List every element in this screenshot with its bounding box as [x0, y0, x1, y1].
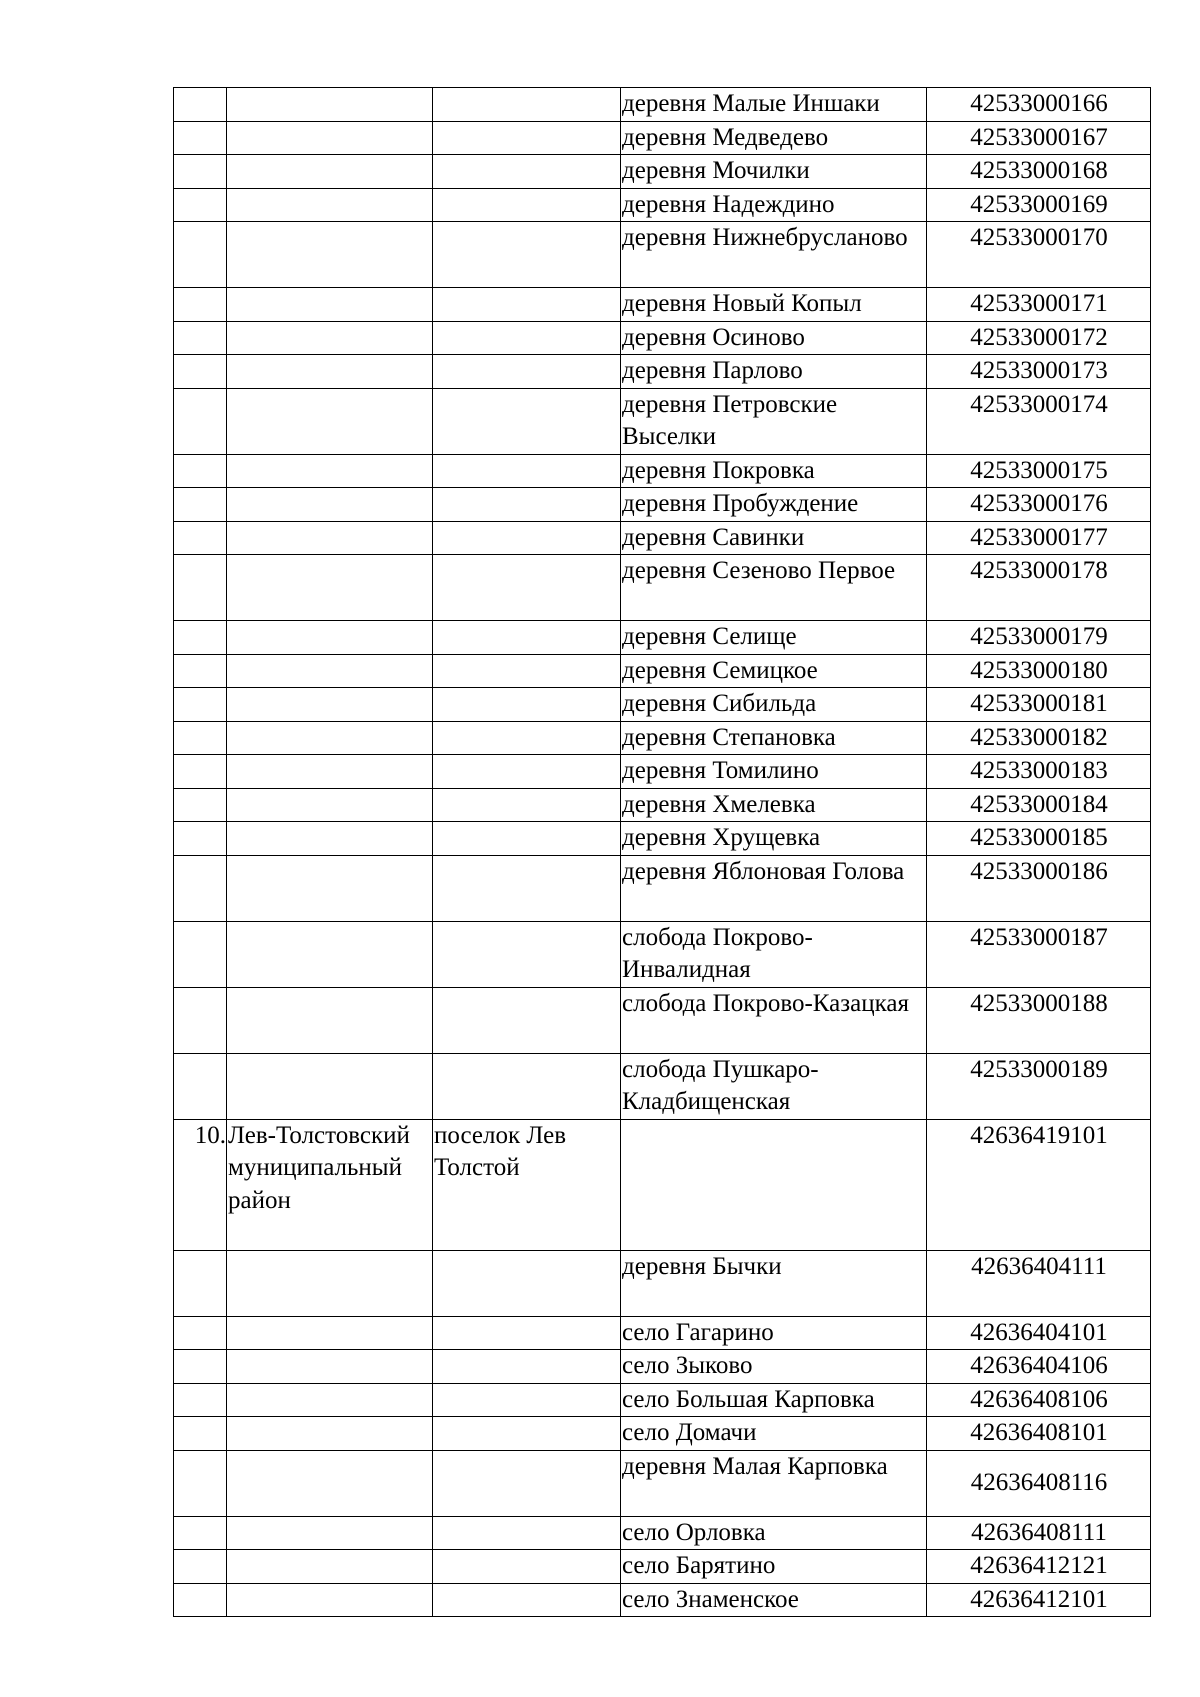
code-cell: 42533000188 — [927, 987, 1151, 1053]
district-cell — [227, 1383, 433, 1417]
row-number-cell — [174, 321, 227, 355]
district-cell — [227, 1550, 433, 1584]
table-row — [174, 1119, 1151, 1250]
settlement-cell: деревня Покровка — [621, 454, 927, 488]
table-row — [174, 721, 1151, 755]
admin-center-cell — [433, 688, 621, 722]
district-cell — [227, 388, 433, 454]
district-cell — [227, 1450, 433, 1516]
district-cell — [227, 521, 433, 555]
admin-center-cell — [433, 121, 621, 155]
row-number-cell — [174, 1417, 227, 1451]
settlement-cell: деревня Петровские Выселки — [621, 388, 927, 454]
row-number-cell — [174, 788, 227, 822]
district-cell — [227, 88, 433, 122]
admin-center-cell — [433, 1516, 621, 1550]
row-number-cell — [174, 1250, 227, 1316]
table-row — [174, 521, 1151, 555]
table-row — [174, 855, 1151, 921]
admin-center-cell — [433, 388, 621, 454]
table-row — [174, 1550, 1151, 1584]
settlement-cell: деревня Осиново — [621, 321, 927, 355]
code-cell: 42636408116 — [927, 1450, 1151, 1516]
row-number-cell — [174, 1316, 227, 1350]
code-cell: 42533000175 — [927, 454, 1151, 488]
code-cell: 42533000180 — [927, 654, 1151, 688]
table-row — [174, 88, 1151, 122]
row-number-cell — [174, 688, 227, 722]
district-cell — [227, 1583, 433, 1617]
admin-center-cell — [433, 721, 621, 755]
admin-center-cell — [433, 321, 621, 355]
settlement-cell: село Барятино — [621, 1550, 927, 1584]
code-cell: 42636404111 — [927, 1250, 1151, 1316]
row-number-cell — [174, 822, 227, 856]
settlement-cell: деревня Мочилки — [621, 155, 927, 189]
code-cell: 42636412101 — [927, 1583, 1151, 1617]
table-row — [174, 222, 1151, 288]
table-row — [174, 355, 1151, 389]
settlement-cell: деревня Степановка — [621, 721, 927, 755]
table-row — [174, 921, 1151, 987]
settlement-cell: село Большая Карповка — [621, 1383, 927, 1417]
row-number-cell — [174, 1053, 227, 1119]
code-cell: 42533000189 — [927, 1053, 1151, 1119]
row-number-cell — [174, 855, 227, 921]
table-row — [174, 755, 1151, 789]
district-cell — [227, 987, 433, 1053]
code-cell: 42533000171 — [927, 288, 1151, 322]
row-number-cell — [174, 621, 227, 655]
district-cell — [227, 1053, 433, 1119]
row-number-cell — [174, 1583, 227, 1617]
settlement-cell: слобода Покрово-Инвалидная — [621, 921, 927, 987]
row-number-cell — [174, 488, 227, 522]
table-row — [174, 1316, 1151, 1350]
table-row — [174, 488, 1151, 522]
district-cell — [227, 121, 433, 155]
district-cell — [227, 822, 433, 856]
row-number-cell — [174, 1550, 227, 1584]
table-row — [174, 1450, 1151, 1516]
code-cell: 42636408111 — [927, 1516, 1151, 1550]
row-number-cell — [174, 88, 227, 122]
district-cell — [227, 1316, 433, 1350]
district-cell — [227, 155, 433, 189]
code-cell: 42533000172 — [927, 321, 1151, 355]
district-cell — [227, 188, 433, 222]
code-cell: 42533000186 — [927, 855, 1151, 921]
table-row — [174, 654, 1151, 688]
table-row — [174, 1053, 1151, 1119]
admin-center-cell — [433, 855, 621, 921]
admin-center-cell — [433, 1450, 621, 1516]
table-row — [174, 1350, 1151, 1384]
row-number-cell — [174, 355, 227, 389]
code-cell: 42533000168 — [927, 155, 1151, 189]
row-number-cell — [174, 155, 227, 189]
table-row — [174, 321, 1151, 355]
table-row — [174, 1383, 1151, 1417]
settlement-cell: деревня Семицкое — [621, 654, 927, 688]
row-number-cell — [174, 654, 227, 688]
district-cell — [227, 1417, 433, 1451]
district-cell — [227, 1350, 433, 1384]
row-number-cell — [174, 188, 227, 222]
settlement-cell: деревня Новый Копыл — [621, 288, 927, 322]
admin-center-cell — [433, 621, 621, 655]
admin-center-cell — [433, 987, 621, 1053]
district-cell — [227, 488, 433, 522]
district-cell — [227, 654, 433, 688]
table-row — [174, 1417, 1151, 1451]
admin-center-cell — [433, 1316, 621, 1350]
table-row — [174, 788, 1151, 822]
row-number-cell — [174, 721, 227, 755]
admin-center-cell — [433, 355, 621, 389]
admin-center-cell — [433, 654, 621, 688]
settlement-cell: деревня Парлово — [621, 355, 927, 389]
row-number-cell — [174, 1350, 227, 1384]
admin-center-cell — [433, 1583, 621, 1617]
settlement-cell: село Знаменское — [621, 1583, 927, 1617]
row-number-cell — [174, 1450, 227, 1516]
code-cell: 42533000178 — [927, 555, 1151, 621]
settlement-cell: деревня Савинки — [621, 521, 927, 555]
admin-center-cell — [433, 1250, 621, 1316]
admin-center-cell — [433, 788, 621, 822]
district-cell — [227, 321, 433, 355]
admin-center-cell — [433, 555, 621, 621]
district-cell — [227, 855, 433, 921]
settlement-cell: деревня Сезеново Первое — [621, 555, 927, 621]
row-number-cell — [174, 388, 227, 454]
district-cell — [227, 288, 433, 322]
code-cell: 42636404101 — [927, 1316, 1151, 1350]
settlement-cell: село Гагарино — [621, 1316, 927, 1350]
settlement-cell: деревня Яблоновая Голова — [621, 855, 927, 921]
row-number-cell — [174, 555, 227, 621]
admin-center-cell — [433, 222, 621, 288]
settlement-cell: деревня Хмелевка — [621, 788, 927, 822]
admin-center-cell — [433, 1550, 621, 1584]
admin-center-cell — [433, 1053, 621, 1119]
code-cell: 42533000170 — [927, 222, 1151, 288]
code-cell: 42533000184 — [927, 788, 1151, 822]
row-number-cell — [174, 1383, 227, 1417]
table-row — [174, 688, 1151, 722]
admin-center-cell — [433, 88, 621, 122]
code-cell: 42533000169 — [927, 188, 1151, 222]
district-cell — [227, 555, 433, 621]
admin-center-cell: поселок Лев Толстой — [433, 1119, 621, 1250]
admin-center-cell — [433, 822, 621, 856]
code-cell: 42533000181 — [927, 688, 1151, 722]
settlement-cell: село Домачи — [621, 1417, 927, 1451]
district-cell — [227, 454, 433, 488]
settlement-cell: деревня Пробуждение — [621, 488, 927, 522]
district-cell — [227, 621, 433, 655]
settlement-cell: деревня Бычки — [621, 1250, 927, 1316]
code-cell: 42636408101 — [927, 1417, 1151, 1451]
table-row — [174, 155, 1151, 189]
code-cell: 42636412121 — [927, 1550, 1151, 1584]
table-row — [174, 1583, 1151, 1617]
admin-center-cell — [433, 454, 621, 488]
district-cell — [227, 1250, 433, 1316]
code-cell: 42533000174 — [927, 388, 1151, 454]
admin-center-cell — [433, 1417, 621, 1451]
row-number-cell: 10. — [174, 1119, 227, 1250]
district-cell — [227, 355, 433, 389]
row-number-cell — [174, 921, 227, 987]
district-cell — [227, 688, 433, 722]
table-row — [174, 388, 1151, 454]
district-cell — [227, 222, 433, 288]
settlement-cell — [621, 1119, 927, 1250]
settlement-cell: деревня Томилино — [621, 755, 927, 789]
code-cell: 42533000183 — [927, 755, 1151, 789]
row-number-cell — [174, 454, 227, 488]
district-cell: Лев-Толстовский муниципальный район — [227, 1119, 433, 1250]
settlement-cell: село Орловка — [621, 1516, 927, 1550]
row-number-cell — [174, 121, 227, 155]
table-row — [174, 121, 1151, 155]
settlement-cell: деревня Медведево — [621, 121, 927, 155]
code-cell: 42533000177 — [927, 521, 1151, 555]
table-row — [174, 1516, 1151, 1550]
table-row — [174, 288, 1151, 322]
admin-center-cell — [433, 521, 621, 555]
code-cell: 42533000166 — [927, 88, 1151, 122]
table-row — [174, 454, 1151, 488]
row-number-cell — [174, 521, 227, 555]
code-cell: 42533000173 — [927, 355, 1151, 389]
admin-center-cell — [433, 921, 621, 987]
admin-center-cell — [433, 188, 621, 222]
code-cell: 42533000185 — [927, 822, 1151, 856]
code-cell: 42533000182 — [927, 721, 1151, 755]
settlement-cell: село Зыково — [621, 1350, 927, 1384]
table-row — [174, 555, 1151, 621]
row-number-cell — [174, 755, 227, 789]
table-row — [174, 188, 1151, 222]
row-number-cell — [174, 288, 227, 322]
settlement-cell: слобода Покрово-Казацкая — [621, 987, 927, 1053]
settlements-table — [173, 87, 1151, 1617]
settlement-cell: слобода Пушкаро-Кладбищенская — [621, 1053, 927, 1119]
settlement-cell: деревня Сибильда — [621, 688, 927, 722]
admin-center-cell — [433, 488, 621, 522]
admin-center-cell — [433, 1350, 621, 1384]
row-number-cell — [174, 222, 227, 288]
code-cell: 42533000176 — [927, 488, 1151, 522]
district-cell — [227, 788, 433, 822]
admin-center-cell — [433, 755, 621, 789]
row-number-cell — [174, 987, 227, 1053]
settlement-cell: деревня Селище — [621, 621, 927, 655]
row-number-cell — [174, 1516, 227, 1550]
settlement-cell: деревня Нижнебруcланово — [621, 222, 927, 288]
settlement-cell: деревня Малая Карповка — [621, 1450, 927, 1516]
code-cell: 42533000167 — [927, 121, 1151, 155]
code-cell: 42533000187 — [927, 921, 1151, 987]
table-row — [174, 822, 1151, 856]
code-cell: 42636404106 — [927, 1350, 1151, 1384]
code-cell: 42636419101 — [927, 1119, 1151, 1250]
settlement-cell: деревня Малые Иншаки — [621, 88, 927, 122]
table-row — [174, 1250, 1151, 1316]
admin-center-cell — [433, 288, 621, 322]
admin-center-cell — [433, 1383, 621, 1417]
code-cell: 42636408106 — [927, 1383, 1151, 1417]
settlement-cell: деревня Надеждино — [621, 188, 927, 222]
district-cell — [227, 755, 433, 789]
district-cell — [227, 721, 433, 755]
district-cell — [227, 1516, 433, 1550]
admin-center-cell — [433, 155, 621, 189]
district-cell — [227, 921, 433, 987]
table-row — [174, 987, 1151, 1053]
table-body — [174, 88, 1151, 1617]
settlement-cell: деревня Хрущевка — [621, 822, 927, 856]
table-row — [174, 621, 1151, 655]
code-cell: 42533000179 — [927, 621, 1151, 655]
